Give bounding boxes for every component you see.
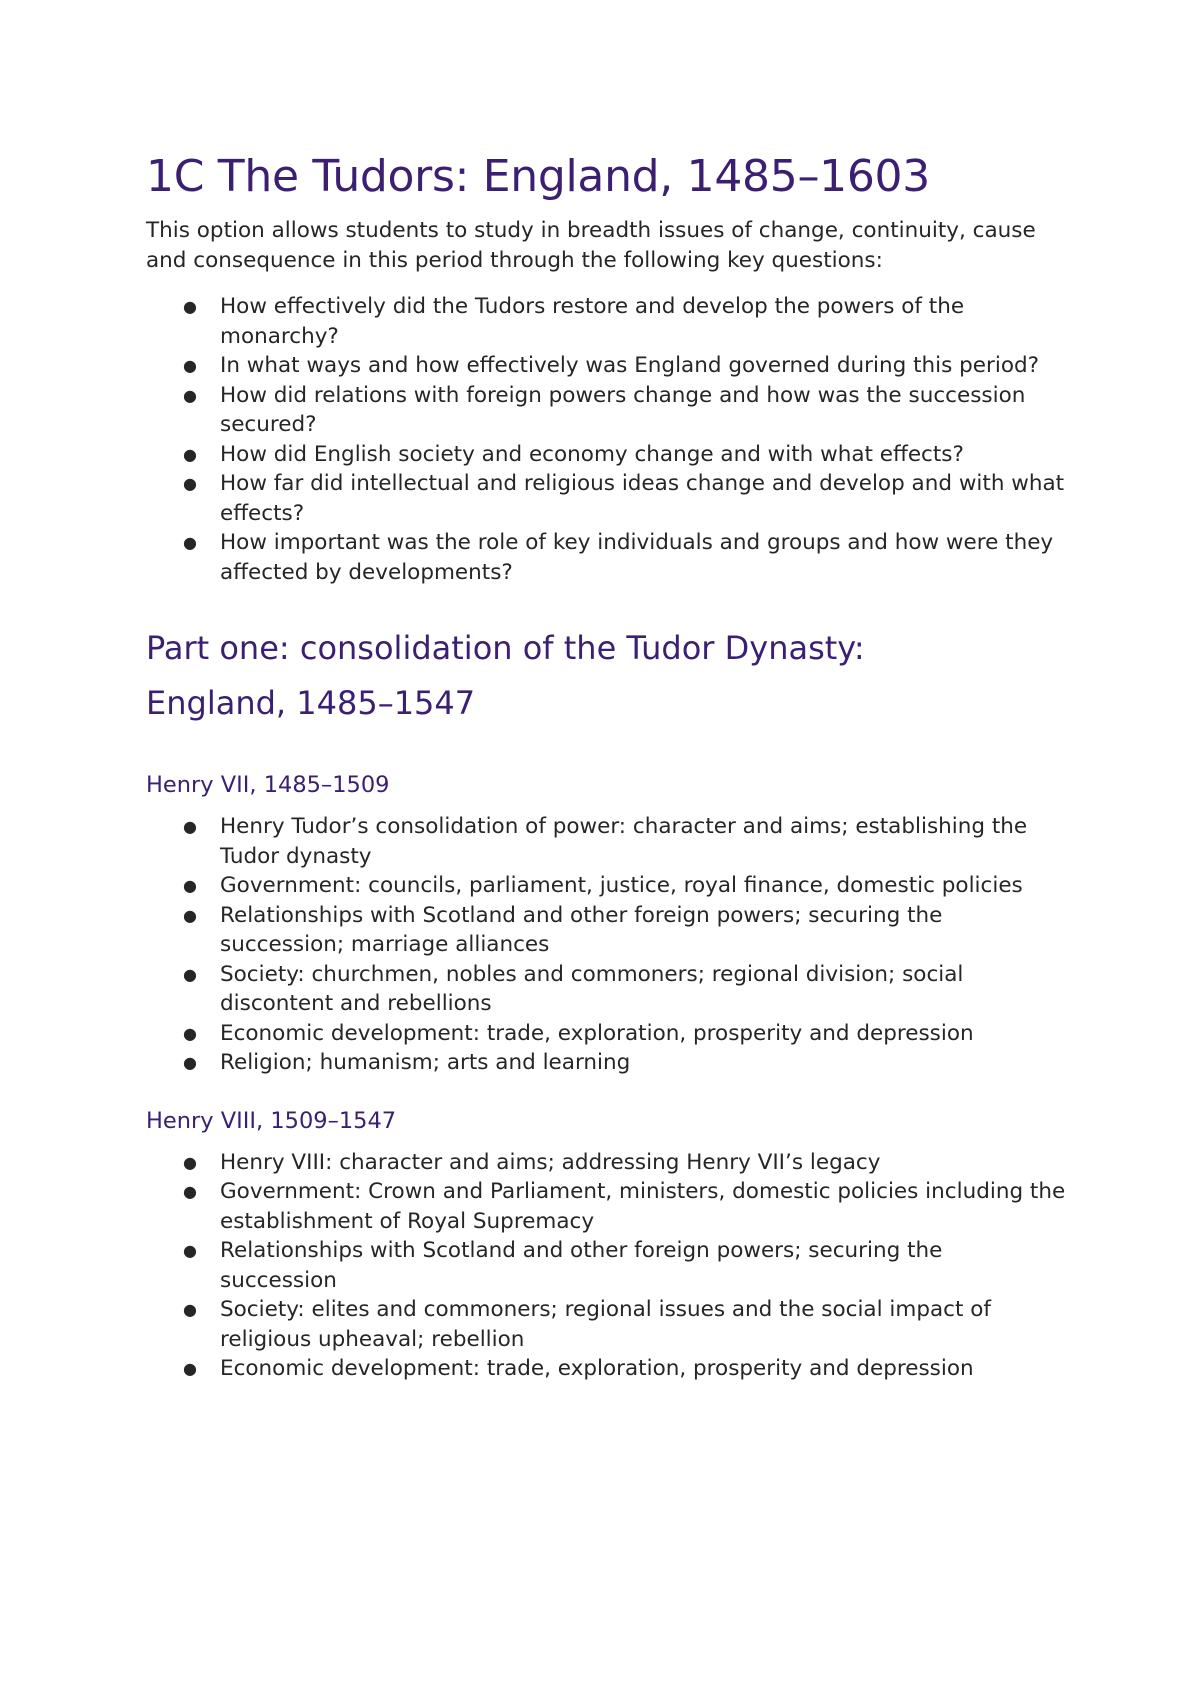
key-questions-list [146,292,1066,587]
bullet-icon: ● [183,474,197,493]
intro-paragraph: This option allows students to study in breadth issues of change, continuity, cause and consequence in this period through the following key questions: [146,218,1036,273]
list-item: ● Society: churchmen, nobles and commoners; regional division; social discontent and rebellions [183,961,964,1016]
bullet-icon: ● [183,356,197,375]
list-item: ● Henry VIII: character and aims; addressing Henry VII’s legacy [146,1148,1066,1178]
list-item: ● How far did intellectual and religious ideas change and develop and with what effects? [183,471,1065,526]
bullet-icon: ● [183,876,197,895]
page-title: 1C The Tudors: England, 1485–1603 [146,151,930,202]
bullet-icon: ● [183,1152,197,1172]
bullet-icon: ● [183,297,197,316]
section-heading-henry-vii: Henry VII, 1485–1509 [146,772,390,798]
bullet-icon: ● [183,1023,197,1043]
list-item: ● Relationships with Scotland and other foreign powers; securing the succession [183,1238,943,1293]
list-item: ● Economic development: trade, exploration, prosperity and depression [146,1354,1066,1384]
bullet-icon: ● [183,817,197,836]
list-item: ● Society: elites and commoners; regional issues and the social impact of religious upheaval; rebellion [183,1297,991,1352]
henry-viii-topics-list [146,1148,1066,1384]
list-item: ● How did relations with foreign powers change and how was the succession secured? [183,382,1026,437]
document-page [146,146,1066,1384]
list-item: ● How did English society and economy change and with what effects? [146,440,1066,470]
list-item: ● Religion; humanism; arts and learning [146,1048,1066,1078]
list-item: ● In what ways and how effectively was England governed during this period? [146,351,1066,381]
bullet-icon: ● [183,533,197,552]
bullet-icon: ● [183,1359,197,1378]
bullet-icon: ● [183,1053,197,1072]
bullet-icon: ● [183,385,197,405]
bullet-icon: ● [183,1241,197,1260]
bullet-icon: ● [183,1182,197,1201]
list-item: ● Henry Tudor’s consolidation of power: character and aims; establishing the Tudor dynasty [183,814,1028,869]
bullet-icon: ● [183,905,197,925]
part-one-title: Part one: consolidation of the Tudor Dynasty: England, 1485–1547 [146,629,865,722]
list-item: ● Relationships with Scotland and other foreign powers; securing the succession; marriage alliances [183,902,943,957]
bullet-icon: ● [183,964,197,984]
list-item: ● How effectively did the Tudors restore and develop the powers of the monarchy? [183,294,965,349]
bullet-icon: ● [183,1300,197,1319]
bullet-icon: ● [183,444,197,464]
section-heading-henry-viii: Henry VIII, 1509–1547 [146,1107,397,1134]
list-item: ● Government: Crown and Parliament, ministers, domestic policies including the establishment of Royal Supremacy [183,1179,1066,1234]
henry-vii-topics-list [146,812,1066,1078]
list-item: ● Government: councils, parliament, justice, royal finance, domestic policies [146,871,1066,901]
list-item: ● Economic development: trade, exploration, prosperity and depression [146,1019,1066,1049]
list-item: ● How important was the role of key individuals and groups and how were they affected by developments? [183,530,1054,585]
